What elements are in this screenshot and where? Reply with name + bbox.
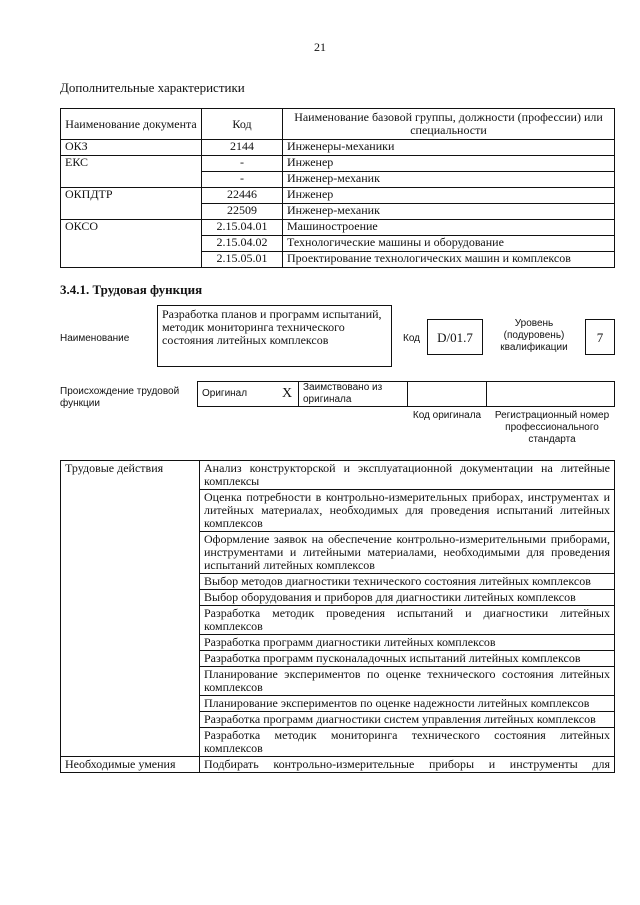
table-header-row [61, 109, 615, 140]
cell-code: - [202, 156, 283, 172]
label-spacer [61, 574, 200, 590]
table-row [61, 140, 615, 156]
cell-code: - [202, 172, 283, 188]
page-number: 21 [314, 40, 326, 54]
labor-action: Выбор оборудования и приборов для диагностики литейных комплексов [200, 590, 615, 606]
cell-name: Инженер [283, 156, 615, 172]
cell-code: 2.15.04.02 [202, 236, 283, 252]
code-label: Код [403, 333, 421, 344]
table-row [61, 532, 615, 574]
labor-action: Планирование экспериментов по оценке надежности литейных комплексов [200, 696, 615, 712]
table-row [61, 172, 615, 188]
table-row [61, 461, 615, 490]
reg-number-label: Регистрационный номер профессионального стандарта [494, 410, 610, 445]
label-spacer [61, 712, 200, 728]
labor-action: Планирование экспериментов по оценке технического состояния литейных комплексов [200, 667, 615, 696]
table-row [61, 635, 615, 651]
label-spacer [61, 635, 200, 651]
table-row [61, 236, 615, 252]
origin-row [198, 382, 615, 407]
cell-doc [61, 172, 202, 188]
header-code: Код [202, 109, 283, 140]
level-label: Уровень (подуровень) квалификации [500, 318, 568, 353]
original-label: Оригинал [198, 382, 277, 407]
table-row [61, 204, 615, 220]
cell-code: 2144 [202, 140, 283, 156]
label-spacer [61, 651, 200, 667]
cell-name: Инженер-механик [283, 204, 615, 220]
header-document: Наименование документа [61, 109, 202, 140]
labor-action: Выбор методов диагностики технического состояния литейных комплексов [200, 574, 615, 590]
cell-code: 22509 [202, 204, 283, 220]
label-spacer [61, 728, 200, 757]
table-row [61, 490, 615, 532]
cell-name: Технологические машины и оборудование [283, 236, 615, 252]
cell-doc: ОКСО [61, 220, 202, 236]
label-spacer [61, 532, 200, 574]
cell-code: 22446 [202, 188, 283, 204]
table-row [61, 712, 615, 728]
table-row [61, 188, 615, 204]
cell-doc [61, 252, 202, 268]
label-spacer [61, 606, 200, 635]
label-spacer [61, 490, 200, 532]
labor-action: Разработка методик проведения испытаний и диагностики литейных комплексов [200, 606, 615, 635]
skills-label: Необходимые умения [61, 757, 200, 773]
function-code-box: D/01.7 [427, 319, 483, 355]
labor-function-heading: 3.4.1. Трудовая функция [60, 282, 203, 297]
cell-name: Инженеры-механики [283, 140, 615, 156]
labor-action: Разработка программ пусконаладочных испытаний литейных комплексов [200, 651, 615, 667]
cell-code: 2.15.04.01 [202, 220, 283, 236]
cell-code: 2.15.05.01 [202, 252, 283, 268]
label-spacer [61, 590, 200, 606]
skill-item: Подбирать контрольно-измерительные приборы и инструменты для [200, 757, 615, 773]
borrowed-label: Заимствовано из оригинала [299, 382, 408, 407]
table-row [61, 696, 615, 712]
cell-name: Машиностроение [283, 220, 615, 236]
label-spacer [61, 696, 200, 712]
labor-action: Анализ конструкторской и эксплуатационной документации на литейные комплексы [200, 461, 615, 490]
reg-number-cell [487, 382, 615, 407]
cell-doc [61, 204, 202, 220]
table-row [61, 757, 615, 773]
cell-doc: ОКПДТР [61, 188, 202, 204]
cell-name: Инженер-механик [283, 172, 615, 188]
table-row [61, 220, 615, 236]
table-row [61, 156, 615, 172]
labor-action: Разработка программ диагностики литейных комплексов [200, 635, 615, 651]
code-original-label: Код оригинала [412, 410, 482, 421]
function-name-box: Разработка планов и программ испытаний, методик мониторинга технического состояния литейных комплексов [157, 305, 392, 367]
table-row [61, 606, 615, 635]
name-label: Наименование [60, 333, 130, 344]
table-row [61, 667, 615, 696]
table-row [61, 252, 615, 268]
cell-doc [61, 236, 202, 252]
labor-action: Разработка программ диагностики систем управления литейных комплексов [200, 712, 615, 728]
origin-label: Происхождение трудовой функции [60, 386, 180, 409]
label-spacer [61, 667, 200, 696]
cell-name: Проектирование технологических машин и комплексов [283, 252, 615, 268]
labor-actions-label: Трудовые действия [61, 461, 200, 490]
code-original-cell [408, 382, 487, 407]
additional-characteristics-table [60, 108, 615, 268]
cell-doc: ЕКС [61, 156, 202, 172]
labor-action: Разработка методик мониторинга технического состояния литейных комплексов [200, 728, 615, 757]
table-row [61, 590, 615, 606]
header-name: Наименование базовой группы, должности (профессии) или специальности [283, 109, 615, 140]
section-title: Дополнительные характеристики [60, 80, 245, 95]
table-row [61, 728, 615, 757]
cell-name: Инженер [283, 188, 615, 204]
labor-actions-table [60, 460, 615, 773]
labor-action: Оценка потребности в контрольно-измерительных приборах, инструментах и литейных материалах, необходимых для проведения испытаний литейных комплексов [200, 490, 615, 532]
table-row [61, 651, 615, 667]
cell-doc: ОКЗ [61, 140, 202, 156]
origin-table [197, 381, 615, 407]
labor-action: Оформление заявок на обеспечение контрольно-измерительными приборами, инструментами и литейными материалами, необходимыми для проведения испытаний литейных комплексов [200, 532, 615, 574]
qualification-level-box: 7 [585, 319, 615, 355]
original-mark: X [276, 382, 299, 407]
table-row [61, 574, 615, 590]
